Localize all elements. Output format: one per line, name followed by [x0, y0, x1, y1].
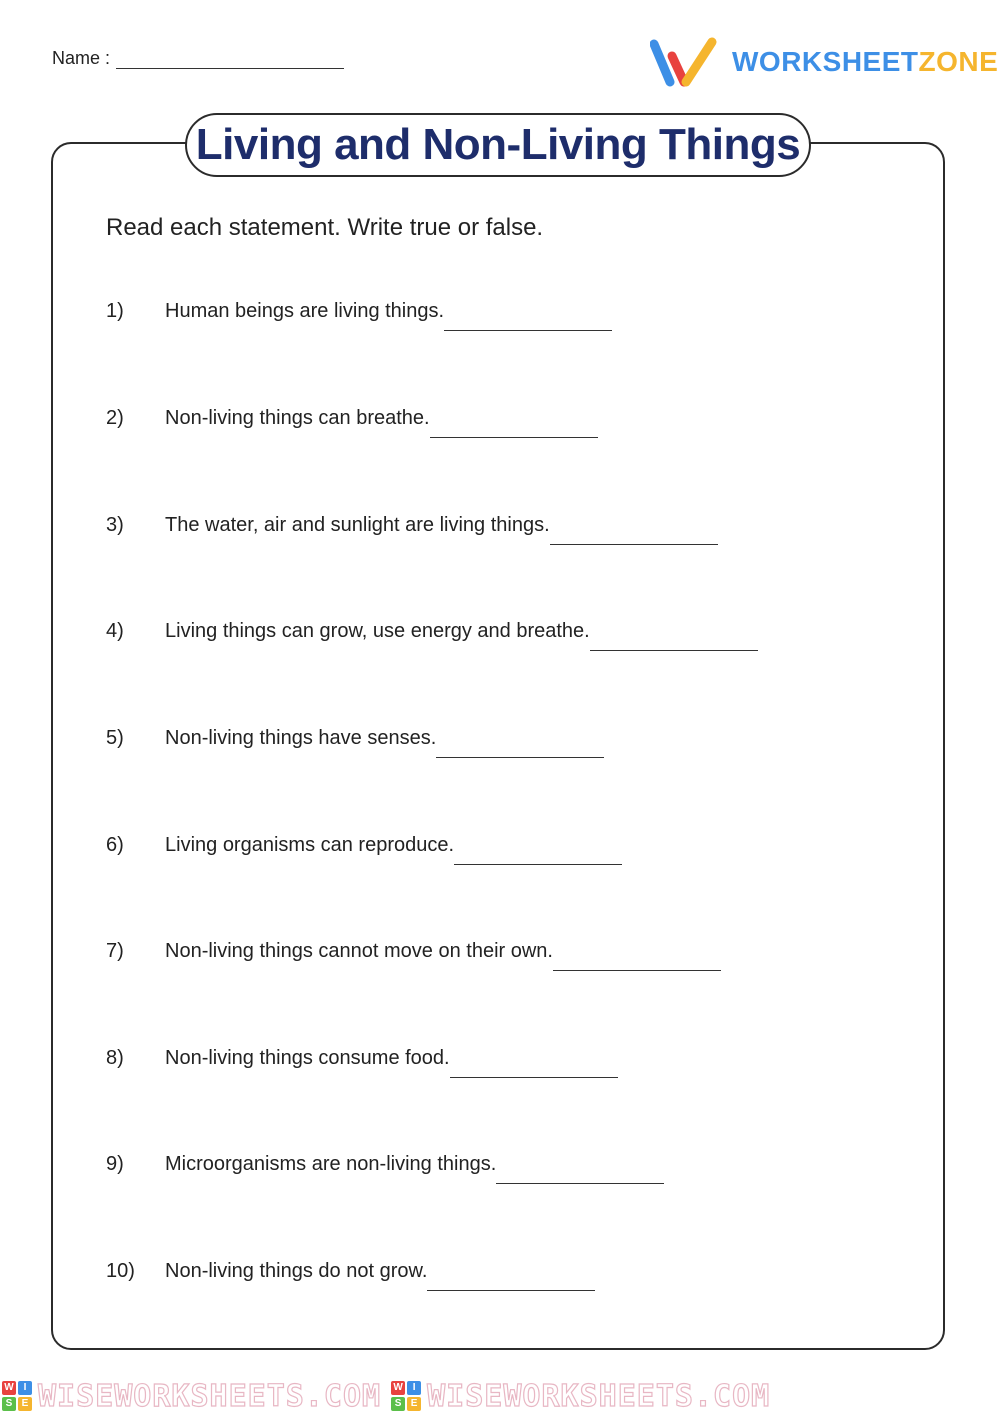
- badge-letter: I: [407, 1381, 421, 1395]
- answer-line[interactable]: [553, 948, 721, 971]
- answer-line[interactable]: [450, 1055, 618, 1078]
- badge-letter: E: [18, 1397, 32, 1411]
- watermark-text: WISEWORKSHEETS.COM: [38, 1378, 382, 1414]
- question-number: 1): [106, 300, 124, 322]
- footer-watermark: [0, 1378, 1000, 1414]
- question-number: 5): [106, 727, 124, 749]
- badge-letter: S: [2, 1397, 16, 1411]
- worksheetzone-logo-icon: [650, 36, 720, 88]
- question-text: Non-living things cannot move on their own.: [165, 940, 553, 962]
- watermark-badge-icon: [391, 1381, 421, 1411]
- brand-name-part1: WORKSHEET: [732, 46, 919, 77]
- watermark-text: WISEWORKSHEETS.COM: [427, 1378, 771, 1414]
- badge-letter: I: [18, 1381, 32, 1395]
- answer-line[interactable]: [496, 1161, 664, 1184]
- question-item: [106, 514, 718, 537]
- question-number: 6): [106, 834, 124, 856]
- question-text: Human beings are living things.: [165, 300, 445, 322]
- question-number: 3): [106, 514, 124, 536]
- question-item: [106, 407, 598, 430]
- question-item: [106, 1260, 595, 1283]
- badge-letter: W: [2, 1381, 16, 1395]
- answer-line[interactable]: [430, 415, 598, 438]
- brand-logo: [650, 36, 998, 88]
- brand-name: [732, 46, 998, 78]
- question-item: [106, 940, 721, 963]
- question-item: [106, 1047, 618, 1070]
- instructions: Read each statement. Write true or false.: [106, 214, 544, 241]
- question-number: 7): [106, 940, 124, 962]
- question-item: [106, 834, 622, 857]
- watermark-unit: [391, 1379, 770, 1414]
- brand-name-part2: ZONE: [918, 46, 999, 77]
- badge-letter: S: [391, 1397, 405, 1411]
- question-number: 9): [106, 1153, 124, 1175]
- question-text: Microorganisms are non-living things.: [165, 1153, 497, 1175]
- answer-line[interactable]: [550, 522, 718, 545]
- question-number: 8): [106, 1047, 124, 1069]
- answer-line[interactable]: [427, 1268, 595, 1291]
- question-text: Non-living things consume food.: [165, 1047, 450, 1069]
- question-number: 2): [106, 407, 124, 429]
- name-field-row: [52, 46, 344, 69]
- question-text: Living organisms can reproduce.: [165, 834, 455, 856]
- badge-letter: E: [407, 1397, 421, 1411]
- watermark-unit: [2, 1379, 381, 1414]
- question-text: Non-living things can breathe.: [165, 407, 430, 429]
- answer-line[interactable]: [590, 628, 758, 651]
- worksheet-title: Living and Non-Living Things: [185, 113, 811, 177]
- name-input-line[interactable]: [116, 46, 344, 69]
- name-label: Name :: [52, 48, 111, 68]
- answer-line[interactable]: [454, 842, 622, 865]
- question-item: [106, 300, 612, 323]
- question-item: [106, 727, 604, 750]
- question-text: The water, air and sunlight are living things.: [165, 514, 550, 536]
- question-item: [106, 620, 758, 643]
- question-text: Non-living things do not grow.: [165, 1260, 428, 1282]
- question-text: Living things can grow, use energy and breathe.: [165, 620, 590, 642]
- question-number: 4): [106, 620, 124, 642]
- question-item: [106, 1153, 664, 1176]
- watermark-badge-icon: [2, 1381, 32, 1411]
- answer-line[interactable]: [436, 735, 604, 758]
- question-number: 10): [106, 1260, 135, 1282]
- answer-line[interactable]: [444, 308, 612, 331]
- badge-letter: W: [391, 1381, 405, 1395]
- question-text: Non-living things have senses.: [165, 727, 437, 749]
